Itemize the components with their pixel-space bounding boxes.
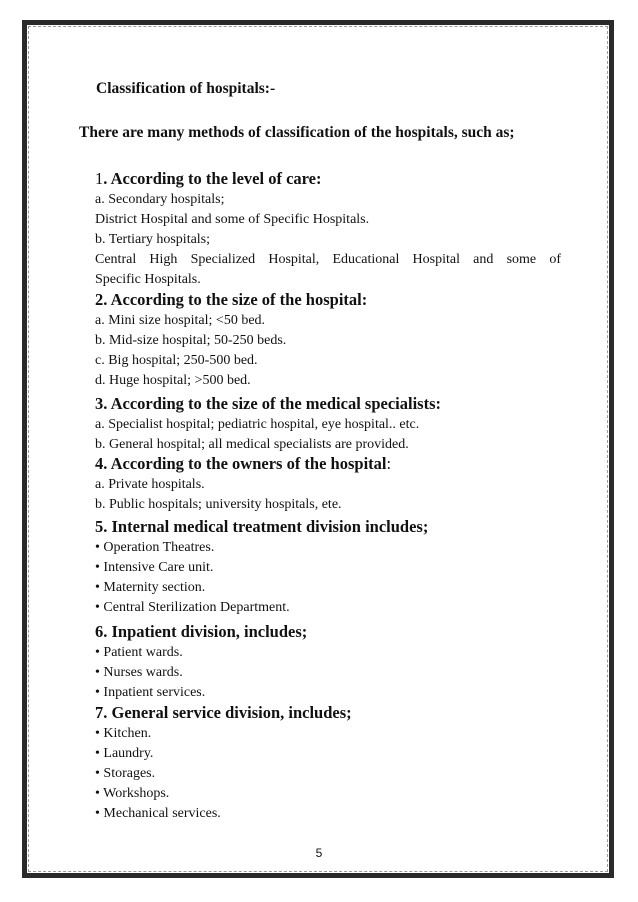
list-item: District Hospital and some of Specific Hospitals. <box>95 212 370 227</box>
list-item: Central High Specialized Hospital, Educational Hospital and some of <box>95 252 561 267</box>
section-heading: 2. According to the size of the hospital: <box>95 290 368 309</box>
list-item: b. Tertiary hospitals; <box>95 232 211 247</box>
list-item: • Workshops. <box>95 786 170 801</box>
section-heading <box>95 167 565 190</box>
section-heading-suffix: : <box>386 454 392 473</box>
list-item: • Kitchen. <box>95 726 152 741</box>
list-item: a. Private hospitals. <box>95 477 205 492</box>
section-inpatient-division <box>95 620 565 703</box>
list-item: • Nurses wards. <box>95 665 183 680</box>
list-item: Specific Hospitals. <box>95 272 201 287</box>
list-item: • Laundry. <box>95 746 154 761</box>
section-level-of-care <box>95 167 565 290</box>
section-heading: 7. General service division, includes; <box>95 703 352 722</box>
page-number: 5 <box>315 846 323 860</box>
list-item: • Inpatient services. <box>95 685 206 700</box>
list-item: • Patient wards. <box>95 645 183 660</box>
list-item: • Mechanical services. <box>95 806 221 821</box>
section-number: 1 <box>95 169 104 188</box>
list-item: c. Big hospital; 250-500 bed. <box>95 353 258 368</box>
section-heading: 3. According to the size of the medical specialists: <box>95 394 441 413</box>
list-item: b. Mid-size hospital; 50-250 beds. <box>95 333 287 348</box>
list-item: b. General hospital; all medical specialists are provided. <box>95 437 409 452</box>
section-heading: 6. Inpatient division, includes; <box>95 622 308 641</box>
list-item: • Central Sterilization Department. <box>95 600 290 615</box>
list-item: d. Huge hospital; >500 bed. <box>95 373 251 388</box>
list-item: a. Mini size hospital; <50 bed. <box>95 313 266 328</box>
list-item: a. Secondary hospitals; <box>95 192 225 207</box>
document-title: Classification of hospitals:- <box>96 80 276 97</box>
section-heading: 5. Internal medical treatment division includes; <box>95 517 429 536</box>
section-hospital-size <box>95 288 565 391</box>
list-item: a. Specialist hospital; pediatric hospital, eye hospital.. etc. <box>95 417 420 432</box>
intro-sentence: There are many methods of classification of the hospitals, such as; <box>79 124 515 141</box>
list-item: • Maternity section. <box>95 580 206 595</box>
section-heading-text: . According to the level of care: <box>103 169 322 188</box>
section-medical-specialists <box>95 392 565 455</box>
section-heading-text: 4. According to the owners of the hospital <box>95 454 387 473</box>
section-general-service <box>95 701 565 824</box>
list-item: • Operation Theatres. <box>95 540 215 555</box>
list-item: • Intensive Care unit. <box>95 560 214 575</box>
section-hospital-owners <box>95 452 565 515</box>
section-heading <box>95 452 565 475</box>
list-item: b. Public hospitals; university hospitals, ete. <box>95 497 342 512</box>
section-internal-treatment <box>95 515 565 618</box>
list-item: • Storages. <box>95 766 156 781</box>
